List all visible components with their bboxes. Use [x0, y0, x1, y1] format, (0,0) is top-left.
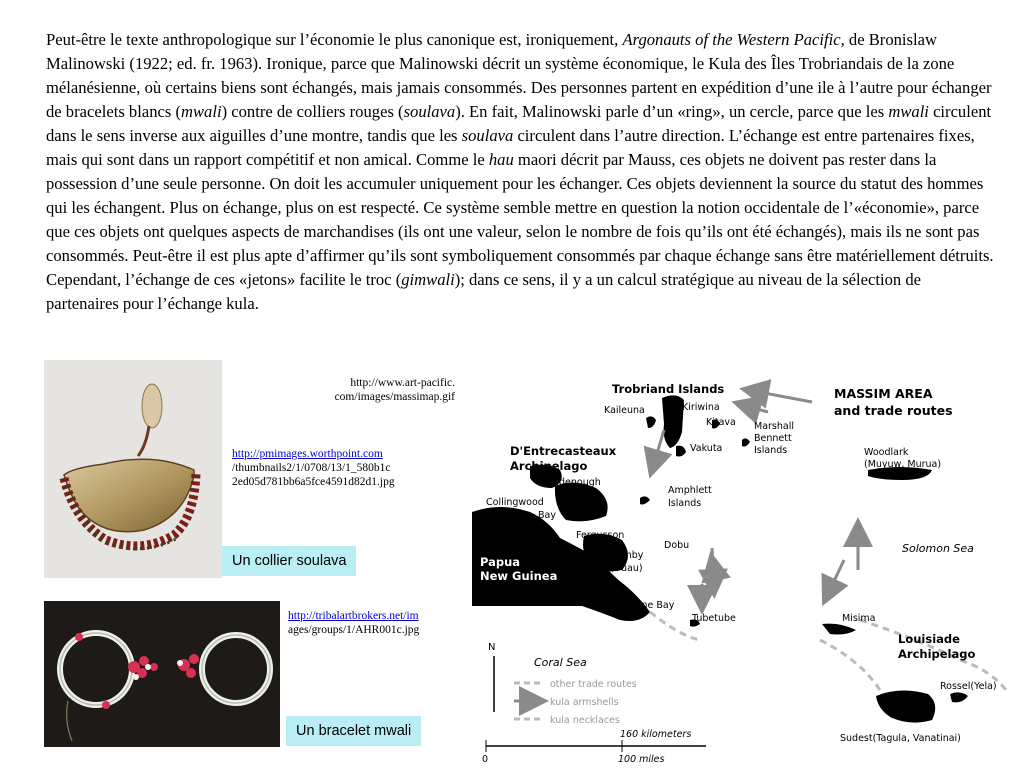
massim-map [470, 378, 1024, 768]
rossel-island [950, 692, 968, 702]
necklace-label: Un collier soulava [222, 546, 356, 576]
necklace-source-link[interactable]: http://pmimages.worthpoint.com [232, 448, 383, 460]
bracelet-label: Un bracelet mwali [286, 716, 421, 746]
scale-zero-label: 0 [482, 754, 489, 765]
amphlett-label-2: Islands [668, 498, 702, 509]
solomon-sea-label: Solomon Sea [902, 542, 974, 555]
kitava-label: Kitava [706, 417, 736, 428]
legend-kula-armshells: kula armshells [550, 697, 619, 708]
legend-other-routes: other trade routes [550, 679, 637, 690]
papua-label-2: New Guinea [480, 569, 558, 583]
amphlett-islands [640, 496, 650, 504]
louisiade-label-2: Archipelago [898, 647, 976, 661]
necklace-photo [44, 360, 222, 578]
kaileuna-island [646, 416, 656, 428]
sudest-island [876, 690, 935, 722]
normanby-label-2: (Duau) [610, 563, 643, 574]
misima-label: Misima [842, 613, 876, 624]
trobriand-islands-label: Trobriand Islands [612, 382, 725, 396]
papua-label-1: Papua [480, 555, 521, 569]
vakuta-island [676, 446, 686, 457]
rossel-label: Rossel(Yela) [940, 681, 997, 692]
legend-kula-necklaces: kula necklaces [550, 715, 620, 726]
term-mwali: mwali [888, 102, 929, 121]
tubetube-label: Tubetube [692, 613, 736, 624]
fergusson-island [555, 482, 608, 521]
amphlett-label-1: Amphlett [668, 485, 712, 496]
dentrecasteaux-label-2: Archipelago [510, 459, 588, 473]
kiriwina-island [662, 395, 684, 448]
collingwood-label-2: Bay [538, 510, 556, 521]
article-paragraph: Peut-être le texte anthropologique sur l’économie le plus canonique est, ironiquement, Argonauts of the Western Pacific, de Bronislaw Malinowski (1922; ed. fr. 1963). Ironique, parce que Malinowski décrit un système économique, le Kula des Îles Trobriandais de la zone mélanésienne, où certains biens sont échangés, mais jamais consommés. Des personnes partent en expédition d’une ile à l’autre pour échanger de bracelets blancs (mwali) contre de colliers rouges (soulava). En fait, Malinowski parle d’un «ring», un cercle, parce que les mwali circulent dans le sens inverse aux aiguilles d’une montre, tandis que les soulava circulent dans l’autre direction. L’échange est entre partenaires fixes, mais qui sont dans un rapport compétitif et non amical. Comme le hau maori décrit par Mauss, ces objets ne doivent pas rester dans la possession d’une seule personne. On doit les accumuler uniquement pour les échanger. Ces objets deviennent la source du statut des hommes qui les échangent. Plus on échange, plus on est respecté. Ce système semble mettre en question la notion occidentale de l’«économie», parce que ces objets ont quelques aspects de marchandises (ils ont une valeur, selon le nombre de fois qu’ils ont été échangés), mais ils ne sont pas consommés. Peut-être il est plus apte d’affirmer qu’ils sont symboliquement consommés par chaque échange sans être matériellement détruits. Cependant, l’échange de ces «jetons» facilite le troc (gimwali); dans ce sens, il y a un calcul stratégique au niveau de la sélection de partenaires pour l’échange kula. [46, 30, 994, 313]
bracelet-source-link[interactable]: http://tribalartbrokers.net/im [288, 610, 419, 622]
fergusson-label: Fergusson [576, 530, 625, 541]
term-hau: hau [488, 150, 514, 169]
coral-sea-label: Coral Sea [534, 656, 587, 669]
goodenough-label: Goodenough [540, 477, 601, 488]
woodlark-label-1: Woodlark [864, 447, 909, 458]
normanby-label-1: Normanby [594, 550, 644, 561]
necklace-source-url: http://pmimages.worthpoint.com /thumbnails2/1/0708/13/1_580b1c 2ed05d781bb6a5fce4591d82d1.jpg [232, 448, 395, 488]
bracelet-photo [44, 601, 280, 747]
vakuta-label: Vakuta [690, 443, 723, 454]
term-mwali: mwali [181, 102, 222, 121]
scale-km-label: 160 kilometers [620, 729, 692, 740]
map-source-url: http://www.art-pacific. com/images/massimap.gif [334, 377, 455, 403]
massim-area-subtitle: and trade routes [834, 403, 953, 418]
term-gimwali: gimwali [401, 270, 455, 289]
sudest-label: Sudest(Tagula, Vanatinai) [840, 733, 961, 744]
woodlark-label-2: (Muyuw, Murua) [864, 459, 942, 470]
massim-area-title: MASSIM AREA [834, 386, 933, 401]
collingwood-label-1: Collingwood [486, 497, 544, 508]
marshall-label-1: Marshall [754, 421, 794, 432]
dentrecasteaux-label-1: D'Entrecasteaux [510, 444, 617, 458]
bracelet-source-url: http://tribalartbrokers.net/im ages/groups/1/AHR001c.jpg [288, 610, 420, 636]
scale-miles-label: 100 miles [618, 754, 665, 765]
term-soulava: soulava [461, 126, 514, 145]
marshall-label-2: Bennett [754, 433, 792, 444]
marshall-label-3: Islands [754, 445, 788, 456]
book-title: Argonauts of the Western Pacific, [622, 30, 845, 49]
milne-bay-label: Milne Bay [628, 600, 675, 611]
louisiade-label-1: Louisiade [898, 632, 960, 646]
misima-island [822, 624, 856, 635]
kiriwina-label: Kiriwina [682, 402, 720, 413]
kaileuna-label: Kaileuna [604, 405, 645, 416]
marshall-bennett-islands [742, 438, 750, 446]
north-label: N [488, 642, 496, 653]
dobu-label: Dobu [664, 540, 690, 551]
term-soulava: soulava [403, 102, 456, 121]
